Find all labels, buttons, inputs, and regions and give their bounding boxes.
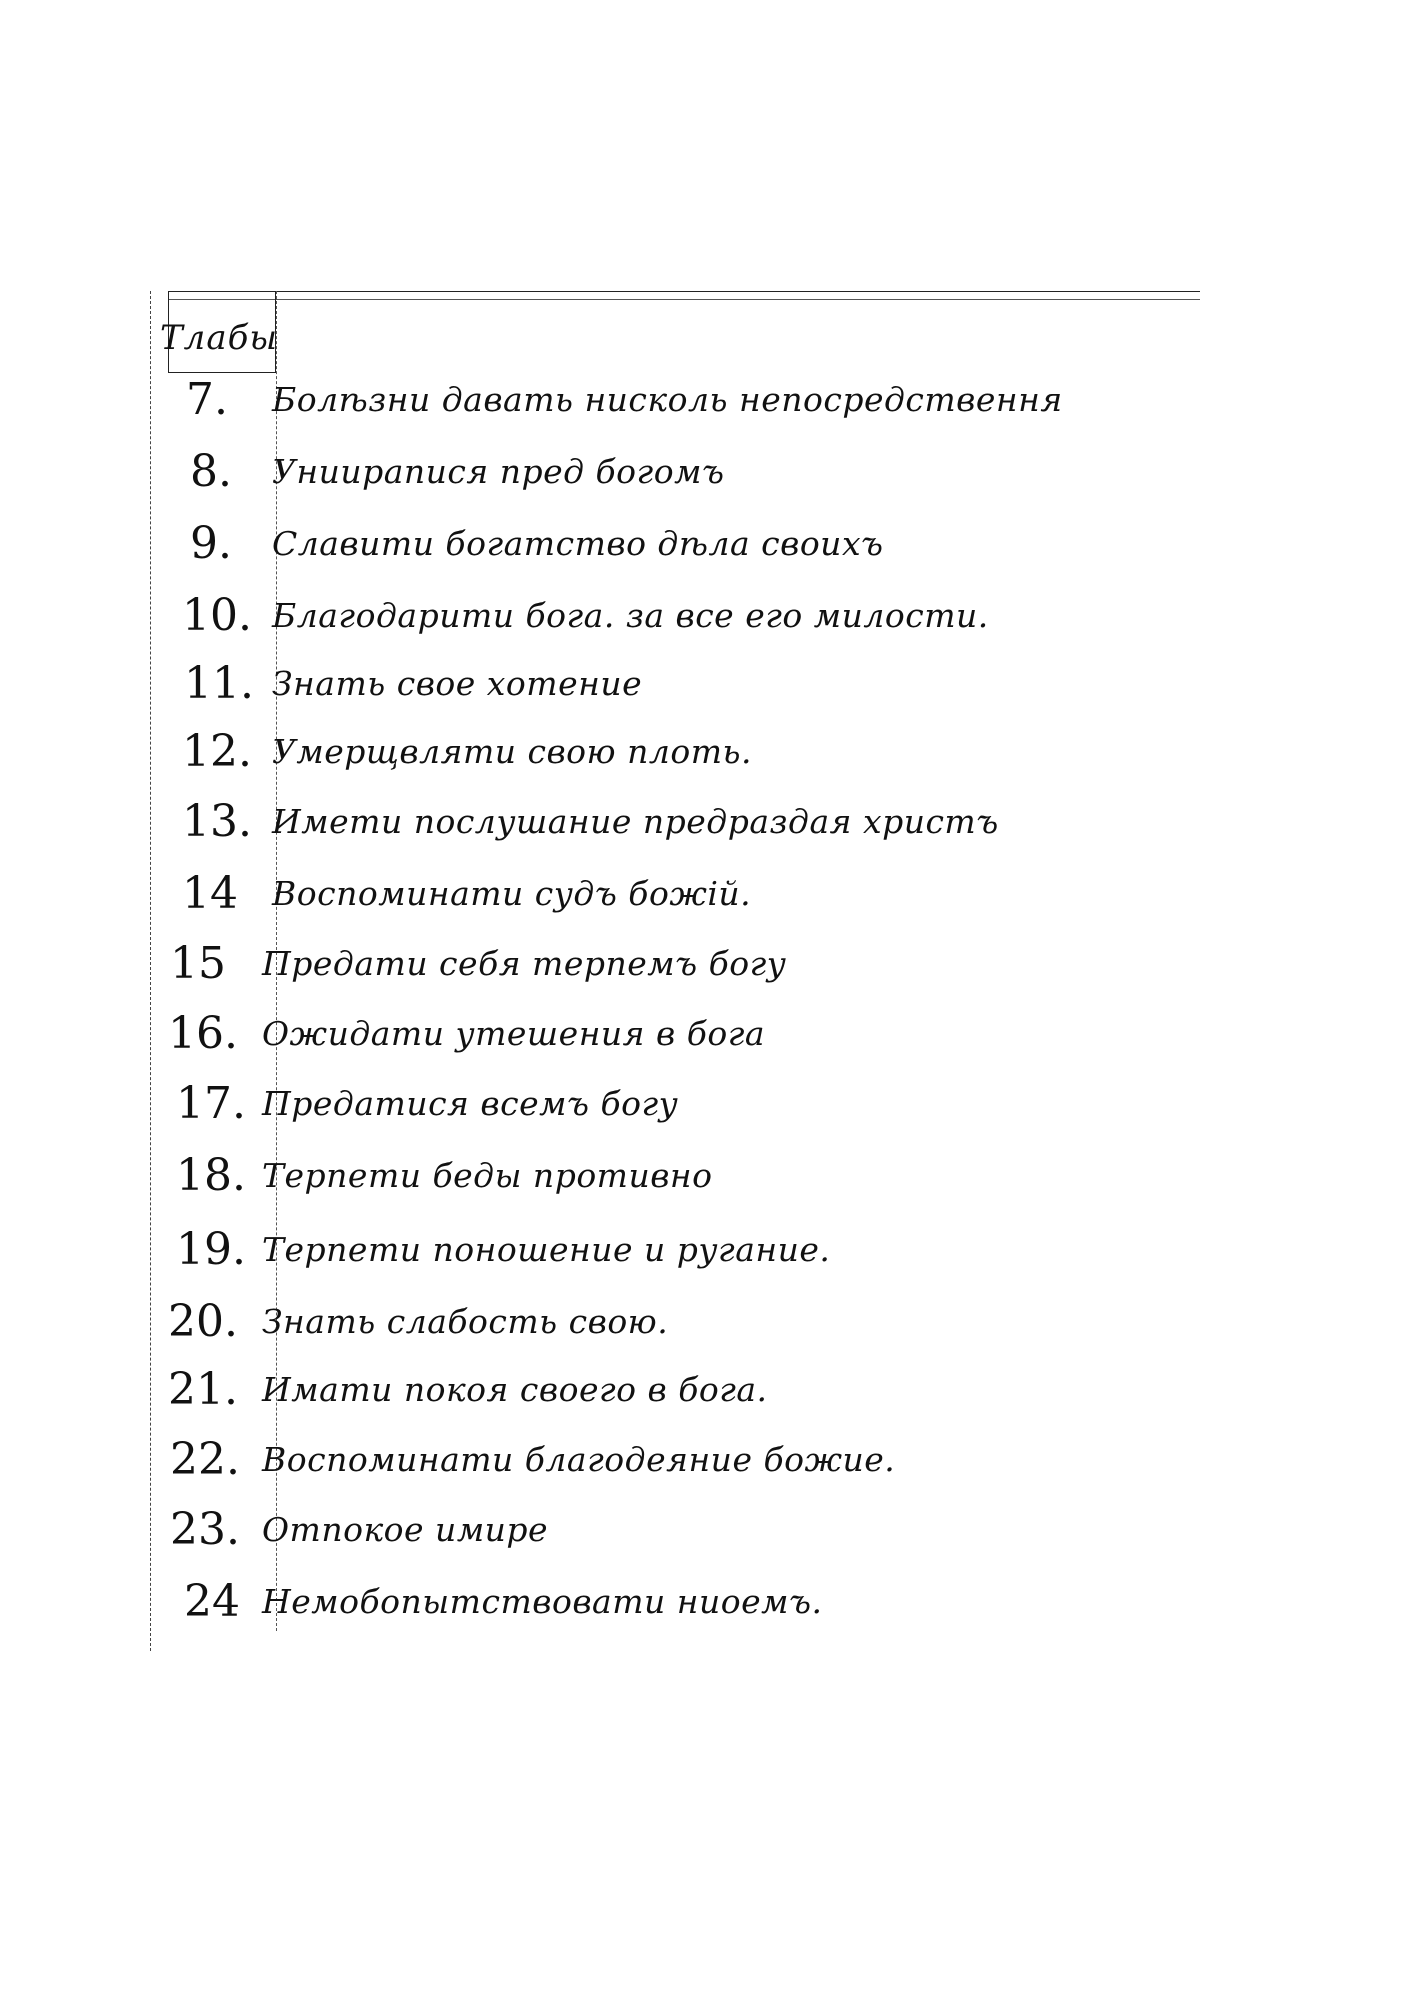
list-item — [0, 1432, 1404, 1502]
list-item — [0, 936, 1404, 1006]
list-item — [0, 724, 1404, 794]
list-item — [0, 1574, 1404, 1644]
entry-text: Благодарити бога. за все его милости. — [272, 596, 989, 635]
entry-number: 13. — [182, 796, 252, 847]
entry-text: Имати покоя своего в бога. — [262, 1370, 768, 1409]
entry-text: Предати себя терпемъ богу — [262, 944, 787, 983]
list-item — [0, 1222, 1404, 1292]
entry-number: 24 — [184, 1576, 240, 1627]
entry-text: Ожидати утешения в бога — [262, 1014, 766, 1053]
entry-number: 23. — [170, 1504, 240, 1555]
entry-number: 14 — [182, 868, 238, 919]
entry-number: 22. — [170, 1434, 240, 1485]
entry-text: Терпети поношение и ругание. — [262, 1230, 831, 1269]
entry-number: 18. — [176, 1150, 246, 1201]
entry-number: 7. — [186, 374, 228, 425]
entry-number: 11. — [184, 658, 254, 709]
list-item — [0, 1294, 1404, 1364]
entry-text: Отпокое имире — [262, 1510, 549, 1549]
list-item — [0, 794, 1404, 864]
entry-number: 15 — [170, 938, 226, 989]
entry-text: Умерщвляти свою плоть. — [272, 732, 752, 771]
entry-text: Униирапися пред богомъ — [272, 452, 725, 491]
list-item — [0, 866, 1404, 936]
entry-number: 12. — [182, 726, 252, 777]
list-item — [0, 1076, 1404, 1146]
entry-text: Имети послушание предраздая христъ — [272, 802, 999, 841]
entry-text: Предатися всемъ богу — [262, 1084, 679, 1123]
entry-text: Воспоминати судъ божiй. — [272, 874, 752, 913]
entry-text: Терпети беды противно — [262, 1156, 713, 1195]
list-item — [0, 656, 1404, 726]
entry-number: 19. — [176, 1224, 246, 1275]
list-item — [0, 1362, 1404, 1432]
entry-number: 20. — [168, 1296, 238, 1347]
list-item — [0, 1502, 1404, 1572]
list-item — [0, 1148, 1404, 1218]
list-item — [0, 372, 1404, 442]
entry-number: 17. — [176, 1078, 246, 1129]
entry-number: 8. — [190, 446, 232, 497]
entry-text: Славити богатство дѣла своихъ — [272, 524, 884, 563]
list-item — [0, 1006, 1404, 1076]
entry-text: Знать свое хотение — [272, 664, 643, 703]
entry-text: Знать слабость свою. — [262, 1302, 669, 1341]
entry-text: Немобопытствовати ниоемъ. — [262, 1582, 823, 1621]
entry-text: Воспоминати благодеяние божие. — [262, 1440, 896, 1479]
column-header-label: Тлабы — [160, 318, 279, 358]
list-item — [0, 444, 1404, 514]
list-item — [0, 516, 1404, 586]
entry-text: Болѣзни давать нисколь непосредствення — [272, 380, 1063, 419]
entry-number: 10. — [182, 590, 252, 641]
entry-number: 21. — [168, 1364, 238, 1415]
entry-number: 16. — [168, 1008, 238, 1059]
entry-number: 9. — [190, 518, 232, 569]
list-item — [0, 588, 1404, 658]
